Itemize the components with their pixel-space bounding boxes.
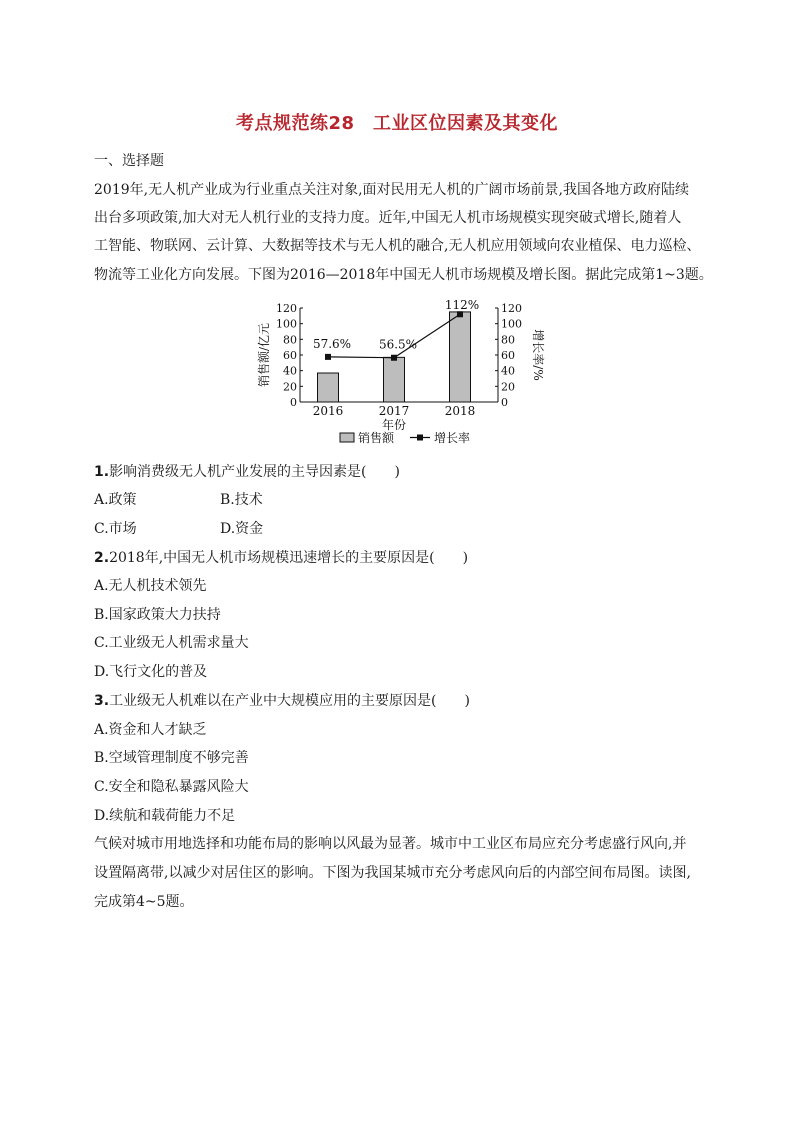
- intro-paragraph-1-line-4: 物流等工业化方向发展。下图为2016—2018年中国无人机市场规模及增长图。据此完成第1~3题。: [94, 267, 713, 283]
- y2-axis-title: 增长率/%: [531, 329, 545, 381]
- intro-paragraph-1-line-1: 2019年,无人机产业成为行业重点关注对象,面对民用无人机的广阔市场前景,我国各地方政府陆续: [94, 182, 689, 198]
- x-axis-title: 年份: [381, 418, 407, 432]
- bar-sales: [384, 357, 405, 402]
- q3-option-c[interactable]: C.安全和隐私暴露风险大: [94, 779, 249, 795]
- q1-option-c[interactable]: C.市场: [94, 521, 137, 537]
- q3-option-a[interactable]: A.资金和人才缺乏: [94, 722, 207, 738]
- x-tick-label: 2018: [444, 404, 476, 418]
- y-tick-label: 20: [283, 380, 297, 394]
- question-1: [94, 463, 400, 481]
- y-tick-label: 60: [283, 349, 297, 362]
- legend-label-sales: 销售额: [358, 431, 395, 445]
- question-stem: 影响消费级无人机产业发展的主导因素是( ): [109, 464, 400, 480]
- y-tick-label: 80: [283, 333, 297, 347]
- y2-tick-label: 120: [501, 302, 522, 315]
- q3-option-d[interactable]: D.续航和载荷能力不足: [94, 808, 236, 824]
- question-stem: 2018年,中国无人机市场规模迅速增长的主要原因是( ): [109, 550, 469, 566]
- y-axis-title: 销售额/亿元: [257, 322, 271, 388]
- legend-marker-growth-rate: [417, 435, 423, 441]
- intro-paragraph-2-line-2: 设置隔离带,以减少对居住区的影响。下图为我国某城市充分考虑风向后的内部空间布局图。读图,: [94, 865, 691, 881]
- question-2: [94, 549, 468, 567]
- legend-swatch-sales: [340, 433, 354, 442]
- y2-tick-label: 80: [501, 333, 515, 347]
- question-3: [94, 692, 470, 710]
- y-tick-label: 40: [283, 364, 297, 378]
- q2-option-c[interactable]: C.工业级无人机需求量大: [94, 635, 249, 651]
- q1-option-d[interactable]: D.资金: [220, 521, 264, 537]
- point-growth-rate: [325, 354, 331, 360]
- bar-sales: [450, 312, 471, 402]
- q1-option-b[interactable]: B.技术: [220, 492, 263, 508]
- intro-paragraph-2-line-1: 气候对城市用地选择和功能布局的影响以风最为显著。城市中工业区布局应充分考虑盛行风向,并: [94, 836, 687, 852]
- data-label-growth-rate: 57.6%: [312, 336, 352, 351]
- x-tick-label: 2016: [312, 404, 344, 418]
- question-number: 1.: [94, 464, 110, 480]
- q1-option-a[interactable]: A.政策: [94, 492, 137, 508]
- question-number: 2.: [94, 550, 110, 566]
- drone-market-chart: [250, 292, 550, 454]
- intro-paragraph-2-line-3: 完成第4~5题。: [94, 894, 194, 910]
- question-number: 3.: [94, 693, 110, 709]
- data-label-growth-rate: 112%: [444, 298, 480, 312]
- y-tick-label: 120: [276, 302, 297, 315]
- y2-tick-label: 60: [501, 349, 515, 362]
- q2-option-b[interactable]: B.国家政策大力扶持: [94, 607, 221, 623]
- legend-label-growth-rate: 增长率: [434, 431, 471, 445]
- y2-tick-label: 0: [501, 396, 508, 409]
- page-title: 考点规范练28 工业区位因素及其变化: [235, 113, 559, 134]
- intro-paragraph-1-line-3: 工智能、物联网、云计算、大数据等技术与无人机的融合,无人机应用领域向农业植保、电力巡检、: [94, 238, 701, 254]
- y2-tick-label: 40: [501, 364, 515, 378]
- bar-sales: [318, 373, 339, 402]
- q2-option-d[interactable]: D.飞行文化的普及: [94, 664, 208, 680]
- data-label-growth-rate: 56.5%: [378, 337, 418, 352]
- y2-tick-label: 100: [501, 317, 522, 331]
- y-tick-label: 0: [290, 396, 297, 409]
- q3-option-b[interactable]: B.空域管理制度不够完善: [94, 750, 249, 766]
- y2-tick-label: 20: [501, 380, 515, 394]
- q2-option-a[interactable]: A.无人机技术领先: [94, 578, 207, 594]
- y-tick-label: 100: [276, 317, 297, 331]
- section-heading: 一、选择题: [94, 153, 164, 169]
- point-growth-rate: [457, 311, 463, 317]
- point-growth-rate: [391, 355, 397, 361]
- x-tick-label: 2017: [378, 404, 410, 418]
- intro-paragraph-1-line-2: 出台多项政策,加大对无人机行业的支持力度。近年,中国无人机市场规模实现突破式增长,随着人: [94, 210, 682, 226]
- question-stem: 工业级无人机难以在产业中大规模应用的主要原因是( ): [109, 693, 470, 709]
